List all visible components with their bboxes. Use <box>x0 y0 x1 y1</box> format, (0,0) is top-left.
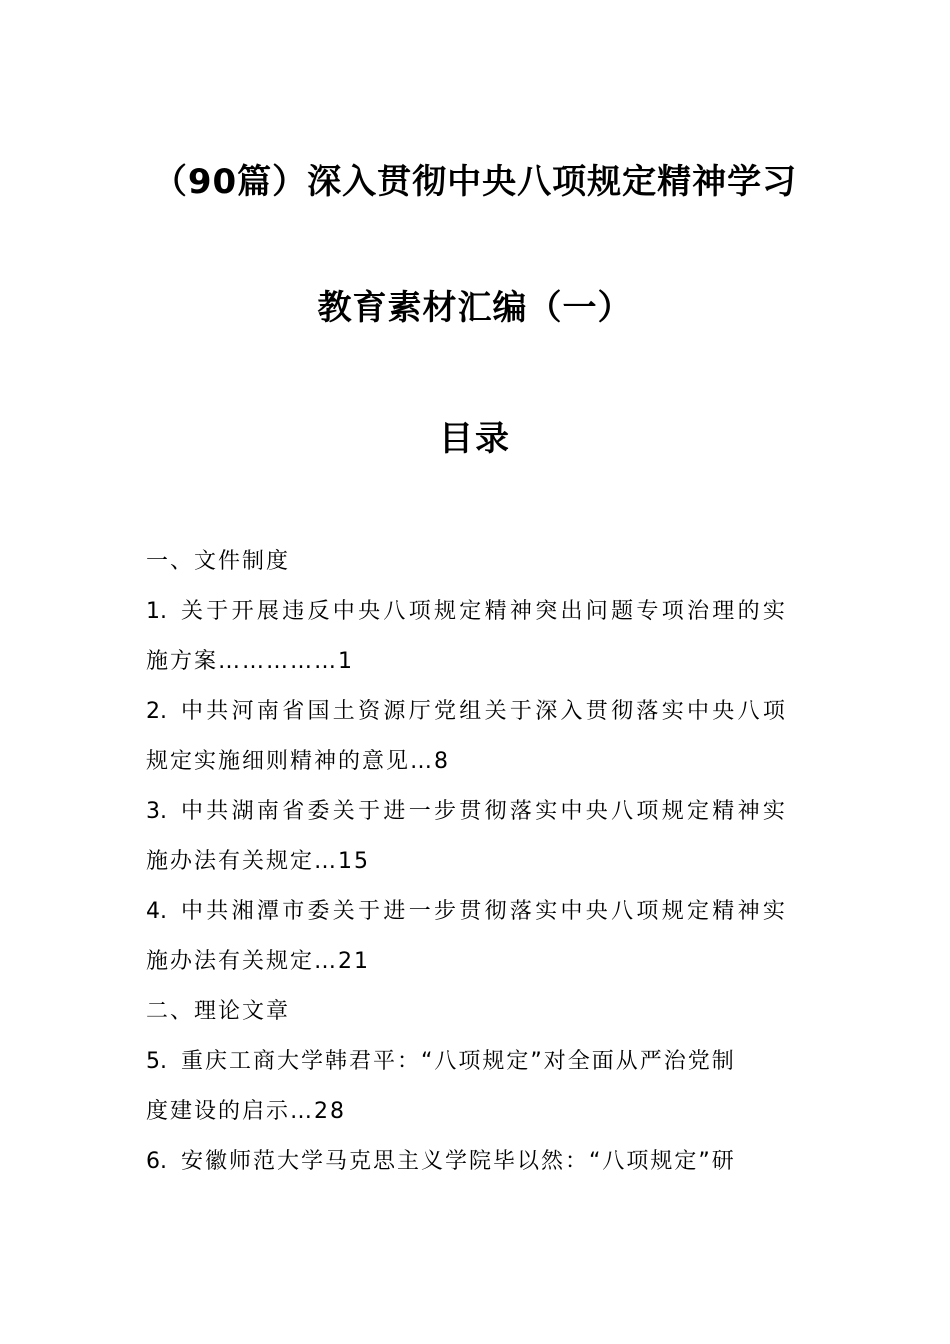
toc-item-1-continued[interactable]: 施方案……………1 <box>146 649 354 674</box>
toc-item-text: 中共湘潭市委关于进一步贯彻落实中央八项规定精神实 <box>181 899 789 924</box>
toc-item-number: 2. <box>146 699 167 724</box>
document-title-line-2: 教育素材汇编（一） <box>317 288 633 328</box>
toc-item-6[interactable] <box>146 1142 806 1192</box>
toc-item-1[interactable] <box>146 592 806 642</box>
toc-section-1: 一、文件制度 <box>146 549 291 574</box>
document-title-line-1: （90篇）深入贯彻中央八项规定精神学习 <box>152 162 798 202</box>
toc-item-2-continued[interactable]: 规定实施细则精神的意见…8 <box>146 749 450 774</box>
toc-item-number: 4. <box>146 899 167 924</box>
toc-item-5-continued[interactable]: 度建设的启示…28 <box>146 1099 346 1124</box>
toc-item-text: 关于开展违反中央八项规定精神突出问题专项治理的实 <box>181 599 789 624</box>
toc-item-3-continued[interactable]: 施办法有关规定…15 <box>146 849 370 874</box>
toc-item-text: 安徽师范大学马克思主义学院毕以然：“八项规定”研 <box>181 1149 736 1174</box>
toc-heading: 目录 <box>439 419 511 459</box>
toc-item-text: 中共河南省国土资源厅党组关于深入贯彻落实中央八项 <box>181 699 789 724</box>
toc-item-3[interactable] <box>146 792 806 842</box>
table-of-contents <box>146 542 806 1192</box>
toc-item-number: 5. <box>146 1049 167 1074</box>
toc-item-text: 中共湖南省委关于进一步贯彻落实中央八项规定精神实 <box>181 799 789 824</box>
toc-item-4-continued[interactable]: 施办法有关规定…21 <box>146 949 370 974</box>
toc-item-text: 重庆工商大学韩君平：“八项规定”对全面从严治党制 <box>181 1049 736 1074</box>
toc-item-4[interactable] <box>146 892 806 942</box>
toc-item-2[interactable] <box>146 692 806 742</box>
toc-item-number: 3. <box>146 799 167 824</box>
toc-item-5[interactable] <box>146 1042 806 1092</box>
toc-item-number: 6. <box>146 1149 167 1174</box>
toc-section-2: 二、理论文章 <box>146 999 291 1024</box>
toc-item-number: 1. <box>146 599 167 624</box>
